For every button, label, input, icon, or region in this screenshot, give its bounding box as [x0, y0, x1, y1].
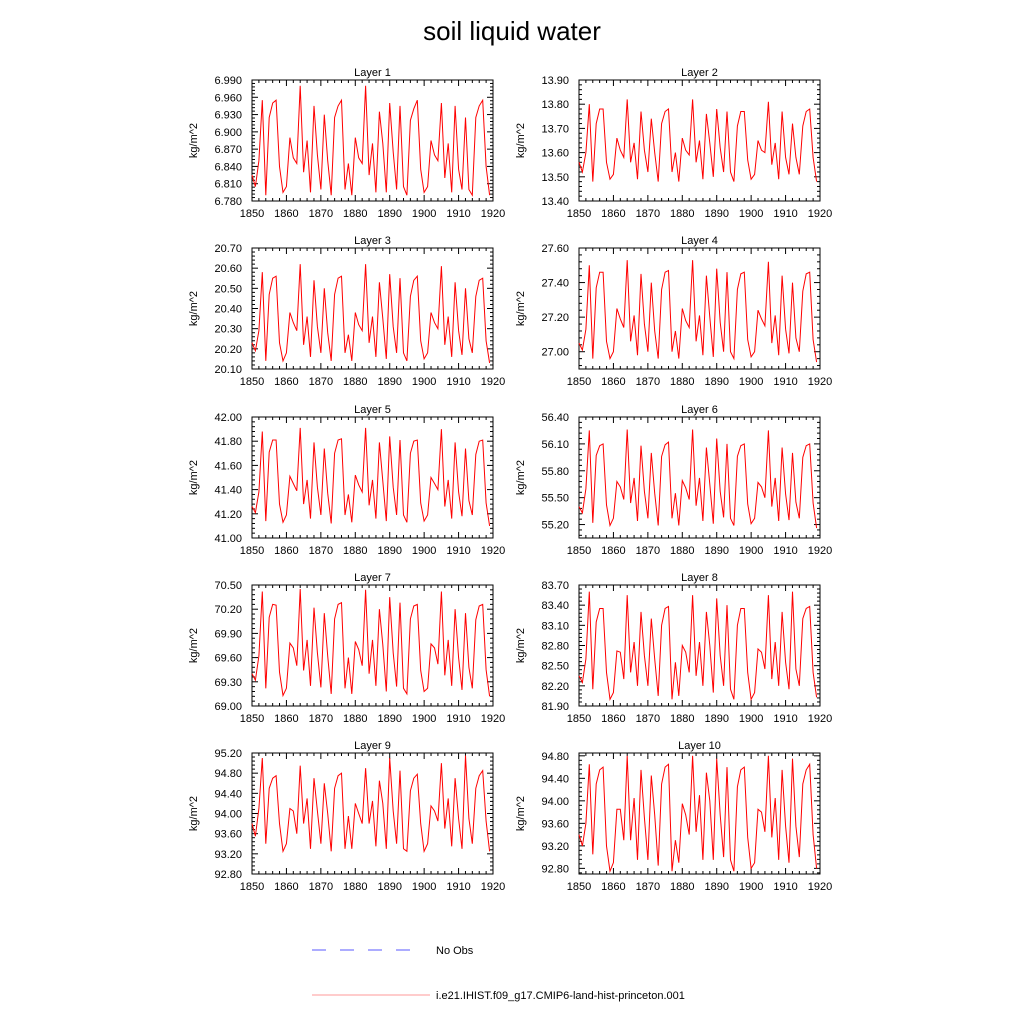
series-line: [579, 430, 817, 529]
x-tick-label: 1910: [446, 881, 471, 893]
y-axis-label: kg/m^2: [515, 459, 527, 496]
y-tick-label: 6.810: [214, 178, 242, 191]
y-tick-label: 41.20: [214, 508, 242, 521]
x-tick-label: 1870: [308, 881, 334, 893]
series-line: [252, 86, 490, 195]
plot-frame: [252, 417, 493, 538]
plot-frame: [252, 753, 493, 874]
panel-layer-2: [515, 67, 832, 220]
x-tick-label: 1880: [343, 376, 368, 388]
y-tick-label: 94.40: [541, 773, 569, 786]
series-line: [579, 592, 817, 700]
y-tick-label: 20.30: [214, 323, 242, 336]
x-tick-label: 1900: [411, 545, 437, 557]
y-tick-label: 6.870: [214, 144, 242, 157]
x-tick-label: 1900: [738, 376, 764, 388]
x-tick-label: 1910: [446, 713, 471, 725]
y-tick-label: 69.60: [214, 652, 242, 665]
x-tick-label: 1850: [566, 881, 592, 893]
x-tick-label: 1880: [343, 881, 368, 893]
x-tick-label: 1880: [343, 545, 368, 557]
x-tick-label: 1920: [480, 713, 506, 725]
y-tick-label: 55.50: [541, 492, 569, 505]
y-tick-label: 20.10: [214, 364, 242, 376]
x-tick-label: 1850: [566, 376, 592, 388]
y-tick-label: 82.50: [541, 660, 569, 673]
x-tick-label: 1920: [480, 545, 506, 557]
plot-frame: [579, 753, 820, 874]
x-tick-label: 1850: [566, 545, 592, 557]
x-tick-label: 1870: [635, 545, 661, 557]
x-tick-label: 1910: [446, 376, 471, 388]
y-tick-label: 6.930: [214, 109, 242, 122]
y-tick-label: 94.80: [541, 750, 569, 763]
x-tick-label: 1890: [704, 713, 729, 725]
x-tick-label: 1850: [239, 881, 265, 893]
y-tick-label: 41.80: [214, 436, 242, 449]
x-tick-label: 1900: [411, 881, 437, 893]
y-tick-label: 83.70: [541, 580, 569, 592]
x-tick-label: 1880: [343, 713, 368, 725]
series-line: [252, 589, 490, 696]
x-tick-label: 1850: [239, 376, 265, 388]
y-tick-label: 20.20: [214, 343, 242, 356]
panel-layer-6: [515, 404, 832, 557]
x-tick-label: 1900: [738, 545, 764, 557]
y-axis-label: kg/m^2: [515, 627, 527, 664]
series-line: [252, 264, 490, 363]
x-tick-label: 1900: [738, 881, 764, 893]
series-line: [252, 756, 490, 852]
y-tick-label: 93.60: [214, 828, 242, 841]
y-tick-label: 20.40: [214, 303, 242, 316]
x-tick-label: 1910: [773, 208, 798, 220]
x-tick-label: 1880: [670, 713, 695, 725]
x-tick-label: 1920: [807, 881, 833, 893]
panel-layer-3: [188, 235, 505, 388]
x-tick-label: 1860: [601, 881, 626, 893]
y-tick-label: 95.20: [214, 748, 242, 760]
y-tick-label: 83.10: [541, 620, 569, 633]
x-tick-label: 1920: [807, 376, 833, 388]
figure-title: soil liquid water: [423, 16, 601, 46]
x-tick-label: 1850: [239, 545, 265, 557]
y-tick-label: 93.60: [541, 818, 569, 831]
x-tick-label: 1860: [601, 713, 626, 725]
x-tick-label: 1890: [377, 376, 402, 388]
y-tick-label: 20.70: [214, 243, 242, 255]
x-tick-label: 1860: [274, 376, 299, 388]
x-tick-label: 1920: [480, 208, 506, 220]
y-tick-label: 81.90: [541, 701, 569, 713]
y-tick-label: 92.80: [541, 863, 569, 876]
panel-title: Layer 10: [678, 740, 721, 752]
panel-title: Layer 5: [354, 404, 391, 416]
y-axis-label: kg/m^2: [515, 290, 527, 327]
x-tick-label: 1900: [411, 376, 437, 388]
y-tick-label: 41.00: [214, 533, 242, 545]
panel-title: Layer 3: [354, 235, 391, 247]
x-tick-label: 1870: [635, 376, 661, 388]
panel-title: Layer 7: [354, 572, 391, 584]
panel-layer-10: [515, 740, 832, 893]
x-tick-label: 1880: [670, 881, 695, 893]
y-tick-label: 69.90: [214, 628, 242, 641]
panel-layer-9: [188, 740, 505, 893]
y-axis-label: kg/m^2: [515, 795, 527, 832]
y-tick-label: 20.50: [214, 283, 242, 296]
y-tick-label: 6.960: [214, 92, 242, 105]
legend: [312, 945, 685, 1002]
series-line: [579, 99, 817, 181]
x-tick-label: 1850: [566, 713, 592, 725]
x-tick-label: 1890: [377, 881, 402, 893]
x-tick-label: 1910: [773, 881, 798, 893]
x-tick-label: 1860: [601, 376, 626, 388]
y-axis-label: kg/m^2: [188, 627, 200, 664]
y-tick-label: 56.40: [541, 412, 569, 424]
x-tick-label: 1910: [773, 545, 798, 557]
y-tick-label: 94.80: [214, 768, 242, 781]
y-tick-label: 93.20: [541, 840, 569, 853]
y-tick-label: 41.60: [214, 460, 242, 473]
y-tick-label: 27.40: [541, 277, 569, 290]
y-tick-label: 42.00: [214, 412, 242, 424]
y-tick-label: 94.40: [214, 788, 242, 801]
y-tick-label: 13.40: [541, 196, 569, 208]
x-tick-label: 1890: [377, 208, 402, 220]
panel-layer-5: [188, 404, 505, 557]
x-tick-label: 1910: [773, 376, 798, 388]
panel-title: Layer 1: [354, 67, 391, 79]
panel-layer-7: [188, 572, 505, 725]
y-tick-label: 82.80: [541, 640, 569, 653]
x-tick-label: 1870: [635, 713, 661, 725]
y-tick-label: 69.30: [214, 676, 242, 689]
y-tick-label: 82.20: [541, 680, 569, 693]
x-tick-label: 1850: [239, 713, 265, 725]
series-line: [579, 756, 817, 871]
x-tick-label: 1860: [274, 208, 299, 220]
x-tick-label: 1890: [704, 881, 729, 893]
y-axis-label: kg/m^2: [515, 122, 527, 159]
y-tick-label: 20.60: [214, 263, 242, 276]
x-tick-label: 1900: [738, 713, 764, 725]
panel-title: Layer 4: [681, 235, 718, 247]
x-tick-label: 1880: [670, 376, 695, 388]
x-tick-label: 1920: [480, 881, 506, 893]
x-tick-label: 1870: [308, 376, 334, 388]
panel-layer-1: [188, 67, 505, 220]
x-tick-label: 1910: [446, 545, 471, 557]
x-tick-label: 1900: [738, 208, 764, 220]
panel-layer-4: [515, 235, 832, 388]
y-tick-label: 70.20: [214, 604, 242, 617]
y-tick-label: 92.80: [214, 869, 242, 881]
x-tick-label: 1850: [239, 208, 265, 220]
x-tick-label: 1920: [807, 545, 833, 557]
y-tick-label: 70.50: [214, 580, 242, 592]
y-tick-label: 55.20: [541, 519, 569, 532]
x-tick-label: 1880: [343, 208, 368, 220]
y-tick-label: 56.10: [541, 438, 569, 451]
y-tick-label: 27.60: [541, 243, 569, 255]
x-tick-label: 1910: [773, 713, 798, 725]
legend-obs-label: No Obs: [436, 945, 474, 957]
y-tick-label: 13.80: [541, 99, 569, 112]
panel-layer-8: [515, 572, 832, 725]
x-tick-label: 1870: [308, 545, 334, 557]
x-tick-label: 1900: [411, 208, 437, 220]
x-tick-label: 1870: [635, 208, 661, 220]
x-tick-label: 1880: [670, 208, 695, 220]
plot-frame: [579, 417, 820, 538]
legend-model-label: i.e21.IHIST.f09_g17.CMIP6-land-hist-princeton.001: [436, 990, 685, 1002]
y-tick-label: 13.60: [541, 147, 569, 160]
x-tick-label: 1910: [446, 208, 471, 220]
y-axis-label: kg/m^2: [188, 290, 200, 327]
y-tick-label: 13.50: [541, 171, 569, 184]
y-tick-label: 6.900: [214, 126, 242, 139]
x-tick-label: 1860: [274, 545, 299, 557]
y-tick-label: 69.00: [214, 701, 242, 713]
y-tick-label: 27.00: [541, 346, 569, 359]
x-tick-label: 1870: [635, 881, 661, 893]
y-axis-label: kg/m^2: [188, 459, 200, 496]
panel-title: Layer 2: [681, 67, 718, 79]
x-tick-label: 1860: [274, 713, 299, 725]
x-tick-label: 1880: [670, 545, 695, 557]
y-tick-label: 93.20: [214, 848, 242, 861]
x-tick-label: 1890: [704, 208, 729, 220]
series-line: [579, 260, 817, 362]
panel-title: Layer 9: [354, 740, 391, 752]
x-tick-label: 1860: [601, 545, 626, 557]
panel-title: Layer 6: [681, 404, 718, 416]
x-tick-label: 1860: [601, 208, 626, 220]
x-tick-label: 1850: [566, 208, 592, 220]
x-tick-label: 1900: [411, 713, 437, 725]
y-axis-label: kg/m^2: [188, 795, 200, 832]
x-tick-label: 1920: [807, 208, 833, 220]
y-tick-label: 94.00: [214, 808, 242, 821]
x-tick-label: 1890: [377, 713, 402, 725]
y-tick-label: 41.40: [214, 484, 242, 497]
y-tick-label: 27.20: [541, 312, 569, 325]
y-tick-label: 55.80: [541, 465, 569, 478]
y-tick-label: 13.70: [541, 123, 569, 136]
y-tick-label: 6.990: [214, 75, 242, 87]
y-tick-label: 13.90: [541, 75, 569, 87]
x-tick-label: 1860: [274, 881, 299, 893]
x-tick-label: 1890: [704, 376, 729, 388]
x-tick-label: 1920: [480, 376, 506, 388]
x-tick-label: 1920: [807, 713, 833, 725]
y-tick-label: 83.40: [541, 600, 569, 613]
x-tick-label: 1870: [308, 208, 334, 220]
series-line: [252, 428, 490, 526]
panel-title: Layer 8: [681, 572, 718, 584]
x-tick-label: 1870: [308, 713, 334, 725]
y-tick-label: 6.840: [214, 161, 242, 174]
y-tick-label: 6.780: [214, 196, 242, 208]
y-axis-label: kg/m^2: [188, 122, 200, 159]
x-tick-label: 1890: [377, 545, 402, 557]
panels-grid: [188, 67, 832, 893]
y-tick-label: 94.00: [541, 795, 569, 808]
x-tick-label: 1890: [704, 545, 729, 557]
